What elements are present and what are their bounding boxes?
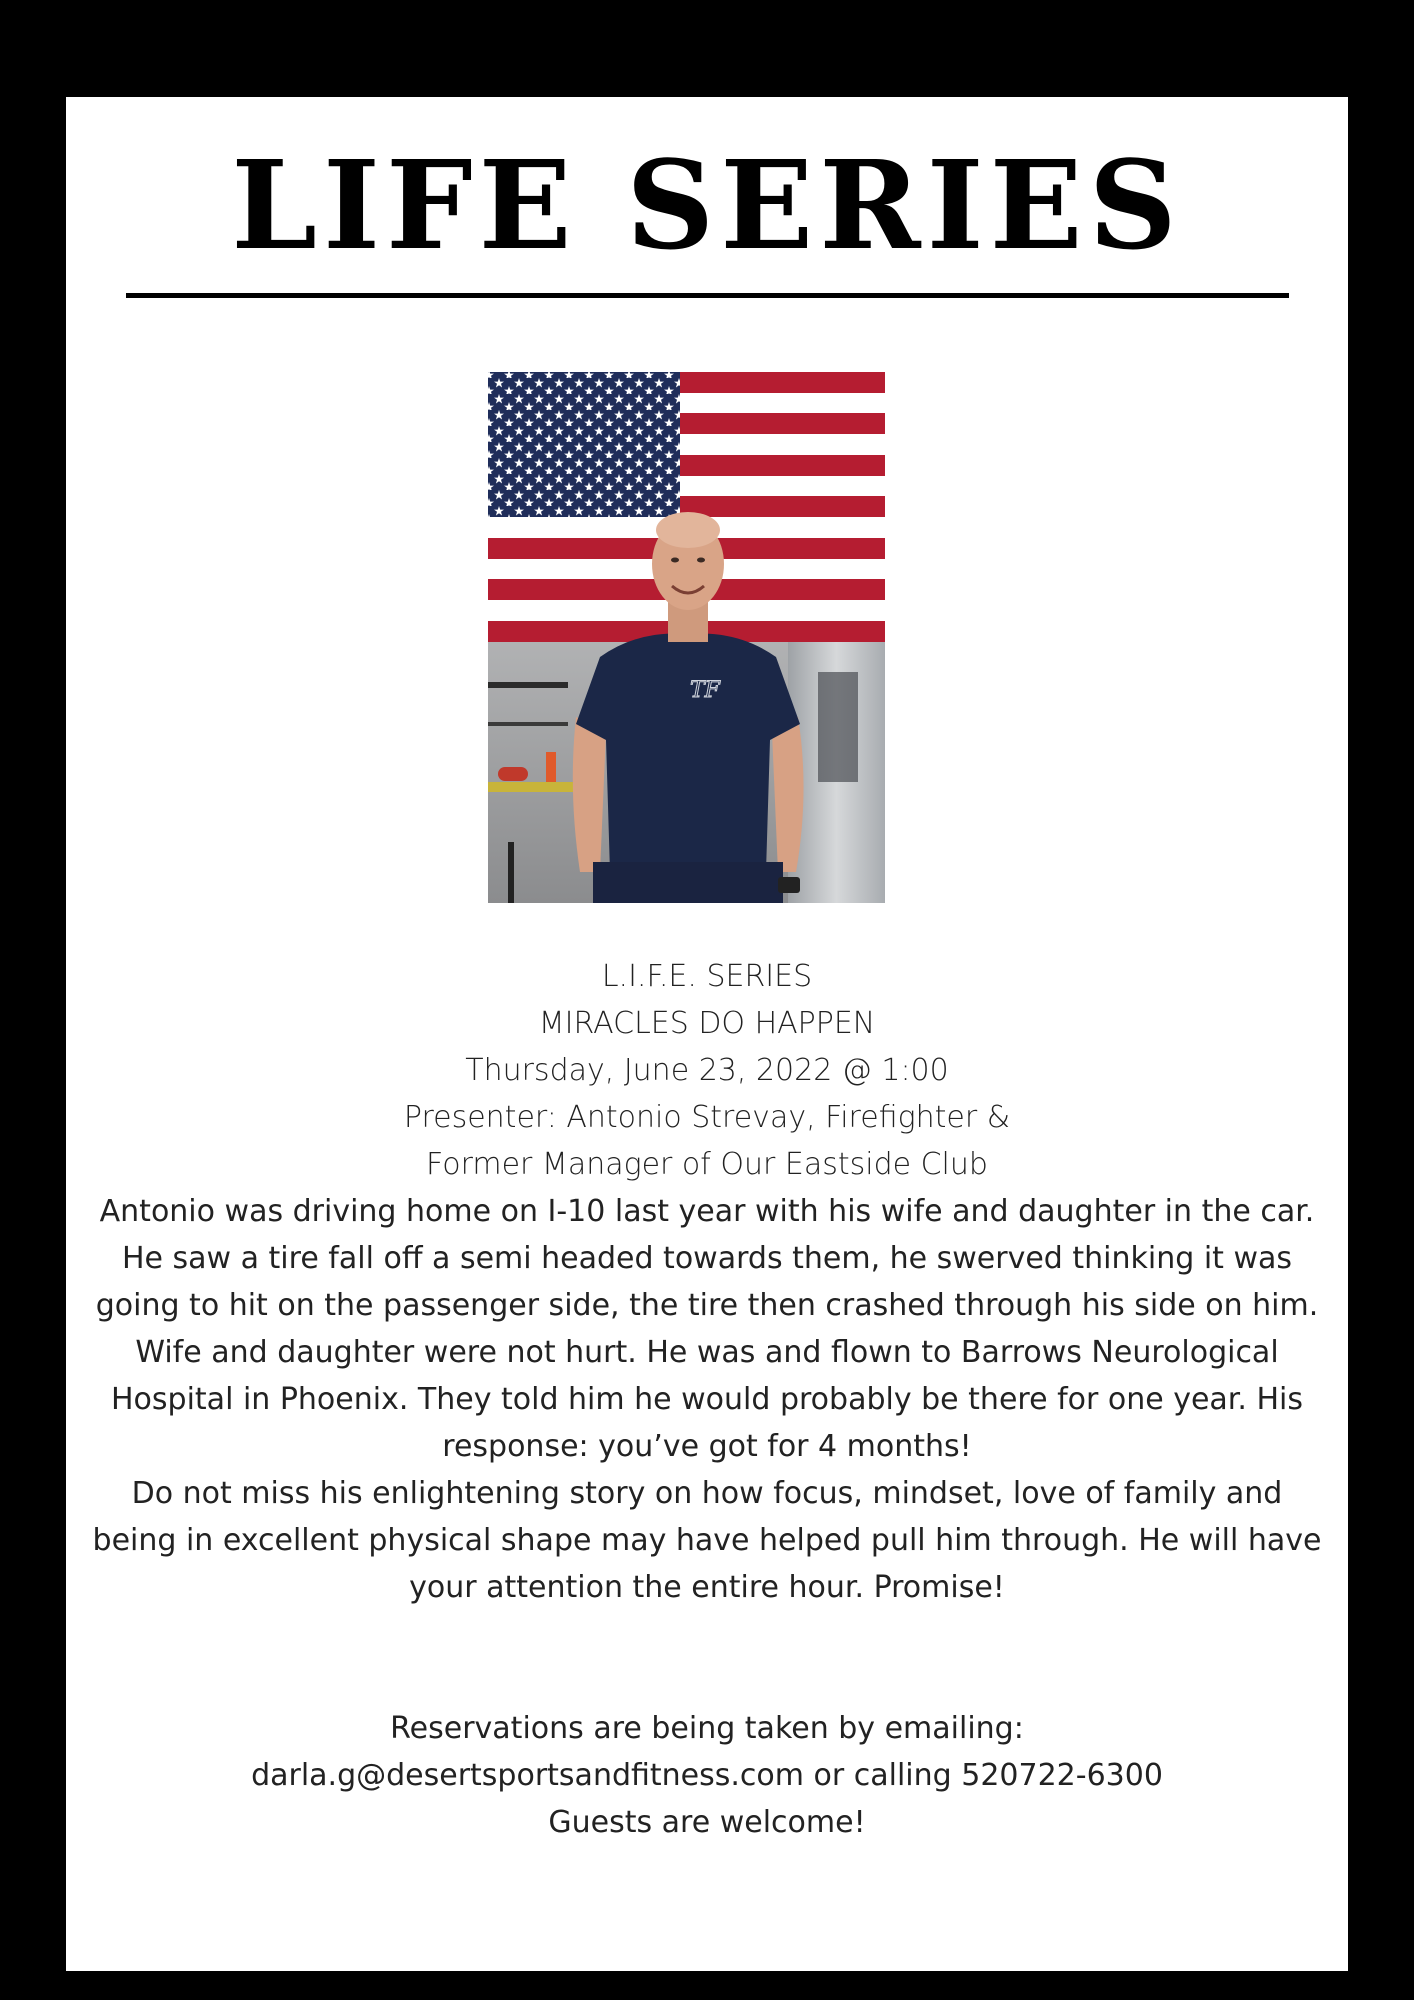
title-divider bbox=[126, 293, 1289, 298]
event-topic: MIRACLES DO HAPPEN bbox=[538, 1006, 876, 1041]
story-paragraph: Antonio was driving home on I-10 last year with his wife and daughter in the car. He saw a tire fall off a semi headed towards them, he swerved thinking it was going to hit on the passenger side, the tire then crashed through his side on him. Wife and daughter were not hurt. He was and flown to Barrows Neurological Hospital in Phoenix. They told him he would probably be there for one year. His response: you’ve got for 4 months! bbox=[95, 1194, 1319, 1464]
reservations-line-1: Reservations are being taken by emailing: bbox=[390, 1711, 1024, 1746]
presenter-line-2: Former Manager of Our Eastside Club bbox=[426, 1147, 988, 1182]
event-details bbox=[90, 953, 1324, 1846]
spacer bbox=[90, 1611, 1324, 1705]
presenter-photo bbox=[488, 372, 885, 903]
event-datetime: Thursday, June 23, 2022 @ 1:00 bbox=[465, 1053, 949, 1088]
poster-title: LIFE SERIES bbox=[231, 133, 1183, 277]
presenter-line-1: Presenter: Antonio Strevay, Firefighter & bbox=[403, 1100, 1011, 1135]
shirt-logo: TF bbox=[690, 678, 720, 703]
guests-welcome: Guests are welcome! bbox=[548, 1805, 866, 1840]
teaser-paragraph: Do not miss his enlightening story on how focus, mindset, love of family and being in excellent physical shape may have helped pull him through. He will have your attention the entire hour. Promise! bbox=[92, 1476, 1322, 1605]
reservations-contact: darla.g@desertsportsandfitness.com or calling 520722-6300 bbox=[251, 1758, 1163, 1793]
series-name: L.I.F.E. SERIES bbox=[601, 959, 813, 994]
